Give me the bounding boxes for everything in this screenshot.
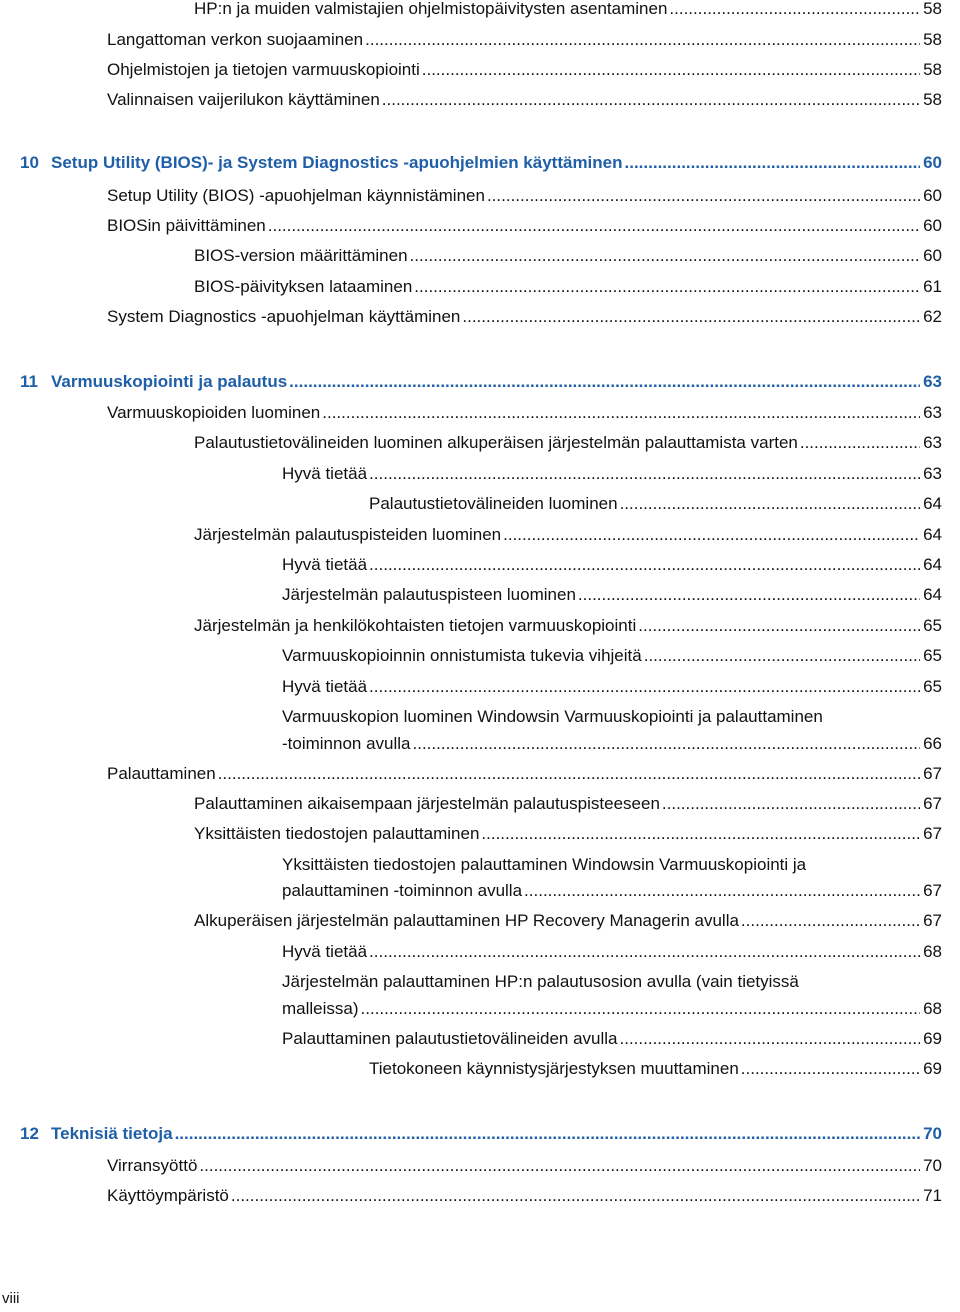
dot-leader [365, 27, 920, 53]
toc-entry-title: BIOSin päivittäminen [107, 216, 266, 235]
toc-entry-page: 66 [923, 734, 942, 753]
toc-entry-page: 67 [923, 824, 942, 843]
dot-leader [231, 1183, 920, 1209]
dot-leader [481, 821, 920, 847]
dot-leader [410, 243, 921, 269]
toc-entry-page: 61 [923, 277, 942, 296]
toc-entry-page: 71 [923, 1186, 942, 1205]
dot-leader [361, 996, 921, 1022]
toc-entry-title: Setup Utility (BIOS)- ja System Diagnostics -apuohjelmien käyttäminen [51, 153, 623, 172]
toc-entry[interactable] [282, 552, 942, 578]
toc-entry[interactable] [282, 582, 942, 608]
dot-leader [524, 878, 920, 904]
toc-entry-title: HP:n ja muiden valmistajien ohjelmistopäivitysten asentaminen [194, 0, 668, 18]
toc-entry-title: malleissa) [282, 999, 359, 1018]
toc-entry-title: System Diagnostics -apuohjelman käyttäminen [107, 307, 461, 326]
toc-entry[interactable] [107, 183, 942, 209]
toc-entry-title: BIOS-päivityksen lataaminen [194, 277, 413, 296]
toc-entry-page: 68 [923, 999, 942, 1018]
toc-entry[interactable] [194, 613, 942, 639]
dot-leader [741, 1056, 920, 1082]
toc-entry-title: Valinnaisen vaijerilukon käyttäminen [107, 90, 380, 109]
toc-entry-page: 64 [923, 555, 942, 574]
toc-entry-title: Varmuuskopiointi ja palautus [51, 372, 288, 391]
toc-entry[interactable] [107, 761, 942, 787]
toc-entry[interactable] [282, 1026, 942, 1052]
dot-leader [175, 1121, 921, 1147]
toc-entry[interactable] [194, 522, 942, 548]
toc-entry-page: 65 [923, 616, 942, 635]
toc-entry[interactable] [282, 731, 942, 757]
toc-entry-page: 58 [923, 90, 942, 109]
chapter-number: 11 [20, 372, 38, 391]
toc-entry[interactable] [107, 400, 942, 426]
toc-entry[interactable] [282, 674, 942, 700]
dot-leader [413, 731, 921, 757]
dot-leader [462, 304, 920, 330]
dot-leader [620, 491, 921, 517]
toc-entry-page: 70 [923, 1124, 942, 1143]
toc-entry-page: 63 [923, 464, 942, 483]
toc-entry[interactable] [194, 821, 942, 847]
toc-chapter-entry[interactable] [20, 150, 942, 176]
dot-leader [322, 400, 920, 426]
toc-entry-title: Langattoman verkon suojaaminen [107, 30, 364, 49]
toc-entry-title: Palautustietovälineiden luominen alkuperäisen järjestelmän palauttamista varten [194, 433, 798, 452]
dot-leader [487, 183, 920, 209]
dot-leader [620, 1026, 921, 1052]
toc-entry-page: 69 [923, 1029, 942, 1048]
toc-entry-title: Käyttöympäristö [107, 1186, 229, 1205]
dot-leader [199, 1153, 920, 1179]
toc-entry[interactable] [282, 878, 942, 904]
toc-chapter-entry[interactable] [20, 1121, 942, 1147]
dot-leader [369, 674, 920, 700]
toc-entry[interactable] [107, 57, 942, 83]
toc-entry-page: 67 [923, 911, 942, 930]
toc-entry-page: 58 [923, 30, 942, 49]
toc-entry[interactable] [369, 491, 942, 517]
toc-entry-page: 67 [923, 764, 942, 783]
dot-leader [800, 430, 920, 456]
toc-entry-title: Palauttaminen [107, 764, 216, 783]
toc-entry-title: Teknisiä tietoja [51, 1124, 173, 1143]
toc-entry-page: 68 [923, 942, 942, 961]
toc-entry-title: Palauttaminen aikaisempaan järjestelmän palautuspisteeseen [194, 794, 660, 813]
toc-entry-title: Virransyöttö [107, 1156, 198, 1175]
toc-entry-title: Alkuperäisen järjestelmän palauttaminen HP Recovery Managerin avulla [194, 911, 739, 930]
toc-entry-title-line1: Järjestelmän palauttaminen HP:n palautusosion avulla (vain tietyissä [282, 972, 799, 991]
dot-leader [638, 613, 920, 639]
toc-entry-page: 60 [923, 216, 942, 235]
toc-entry-title-line1: Yksittäisten tiedostojen palauttaminen Windowsin Varmuuskopiointi ja [282, 855, 807, 874]
toc-entry-title: BIOS-version määrittäminen [194, 246, 408, 265]
toc-entry[interactable] [282, 643, 942, 669]
toc-entry[interactable] [107, 1153, 942, 1179]
dot-leader [218, 761, 920, 787]
dot-leader [369, 461, 920, 487]
toc-entry-title-line1: Varmuuskopion luominen Windowsin Varmuuskopiointi ja palauttaminen [282, 707, 823, 726]
toc-entry-title: Hyvä tietää [282, 942, 368, 961]
chapter-number: 10 [20, 153, 39, 172]
toc-entry-title: Tietokoneen käynnistysjärjestyksen muuttaminen [369, 1059, 739, 1078]
toc-entry-page: 63 [923, 403, 942, 422]
toc-entry-title: -toiminnon avulla [282, 734, 411, 753]
toc-entry[interactable] [194, 243, 942, 269]
toc-entry-title: Järjestelmän palautuspisteiden luominen [194, 525, 502, 544]
toc-entry-page: 58 [923, 0, 942, 18]
toc-entry-page: 69 [923, 1059, 942, 1078]
dot-leader [669, 0, 920, 22]
dot-leader [422, 57, 920, 83]
toc-entry[interactable] [194, 908, 942, 934]
toc-entry[interactable] [194, 274, 942, 300]
toc-entry-page: 64 [923, 494, 942, 513]
toc-entry-title: Palautustietovälineiden luominen [369, 494, 618, 513]
page-number: viii [2, 1290, 20, 1307]
toc-chapter-entry[interactable] [20, 369, 942, 395]
toc-entry-page: 70 [923, 1156, 942, 1175]
toc-entry-page: 58 [923, 60, 942, 79]
toc-entry-title: Hyvä tietää [282, 464, 368, 483]
toc-entry-page: 67 [923, 881, 942, 900]
toc-entry-page: 65 [923, 677, 942, 696]
toc-entry-title: Setup Utility (BIOS) -apuohjelman käynnistäminen [107, 186, 485, 205]
toc-entry-page: 63 [923, 433, 942, 452]
dot-leader [382, 87, 920, 113]
toc-entry-title: Palauttaminen palautustietovälineiden avulla [282, 1029, 618, 1048]
toc-entry[interactable] [107, 304, 942, 330]
toc-entry-page: 60 [923, 246, 942, 265]
dot-leader [625, 150, 921, 176]
toc-entry[interactable] [282, 461, 942, 487]
dot-leader [414, 274, 920, 300]
toc-entry[interactable] [194, 430, 942, 456]
dot-leader [369, 939, 920, 965]
toc-entry-title: Järjestelmän ja henkilökohtaisten tietojen varmuuskopiointi [194, 616, 637, 635]
toc-entry-page: 60 [923, 186, 942, 205]
toc-entry-page: 63 [923, 372, 942, 391]
toc-entry[interactable] [282, 996, 942, 1022]
dot-leader [662, 791, 920, 817]
dot-leader [268, 213, 920, 239]
toc-entry-title: Varmuuskopioiden luominen [107, 403, 321, 422]
toc-entry[interactable] [369, 1056, 942, 1082]
toc-entry[interactable] [194, 791, 942, 817]
toc-entry-page: 62 [923, 307, 942, 326]
toc-entry-title: Hyvä tietää [282, 677, 368, 696]
toc-entry[interactable] [282, 939, 942, 965]
toc-entry-title: palauttaminen -toiminnon avulla [282, 881, 523, 900]
toc-entry-page: 64 [923, 525, 942, 544]
dot-leader [503, 522, 920, 548]
dot-leader [741, 908, 920, 934]
dot-leader [578, 582, 920, 608]
toc-entry-title: Järjestelmän palautuspisteen luominen [282, 585, 576, 604]
dot-leader [644, 643, 920, 669]
toc-entry-title: Yksittäisten tiedostojen palauttaminen [194, 824, 480, 843]
toc-entry-page: 60 [923, 153, 942, 172]
toc-entry[interactable] [107, 27, 942, 53]
toc-entry-page: 65 [923, 646, 942, 665]
toc-entry-title: Ohjelmistojen ja tietojen varmuuskopiointi [107, 60, 420, 79]
toc-entry-title: Varmuuskopioinnin onnistumista tukevia vihjeitä [282, 646, 642, 665]
toc-entry-page: 64 [923, 585, 942, 604]
toc-entry-page: 67 [923, 794, 942, 813]
toc-entry[interactable] [107, 1183, 942, 1209]
dot-leader [289, 369, 920, 395]
toc-entry-title: Hyvä tietää [282, 555, 368, 574]
toc-entry[interactable] [107, 213, 942, 239]
dot-leader [369, 552, 920, 578]
toc-entry[interactable] [194, 0, 942, 22]
chapter-number: 12 [20, 1124, 39, 1143]
toc-entry[interactable] [107, 87, 942, 113]
